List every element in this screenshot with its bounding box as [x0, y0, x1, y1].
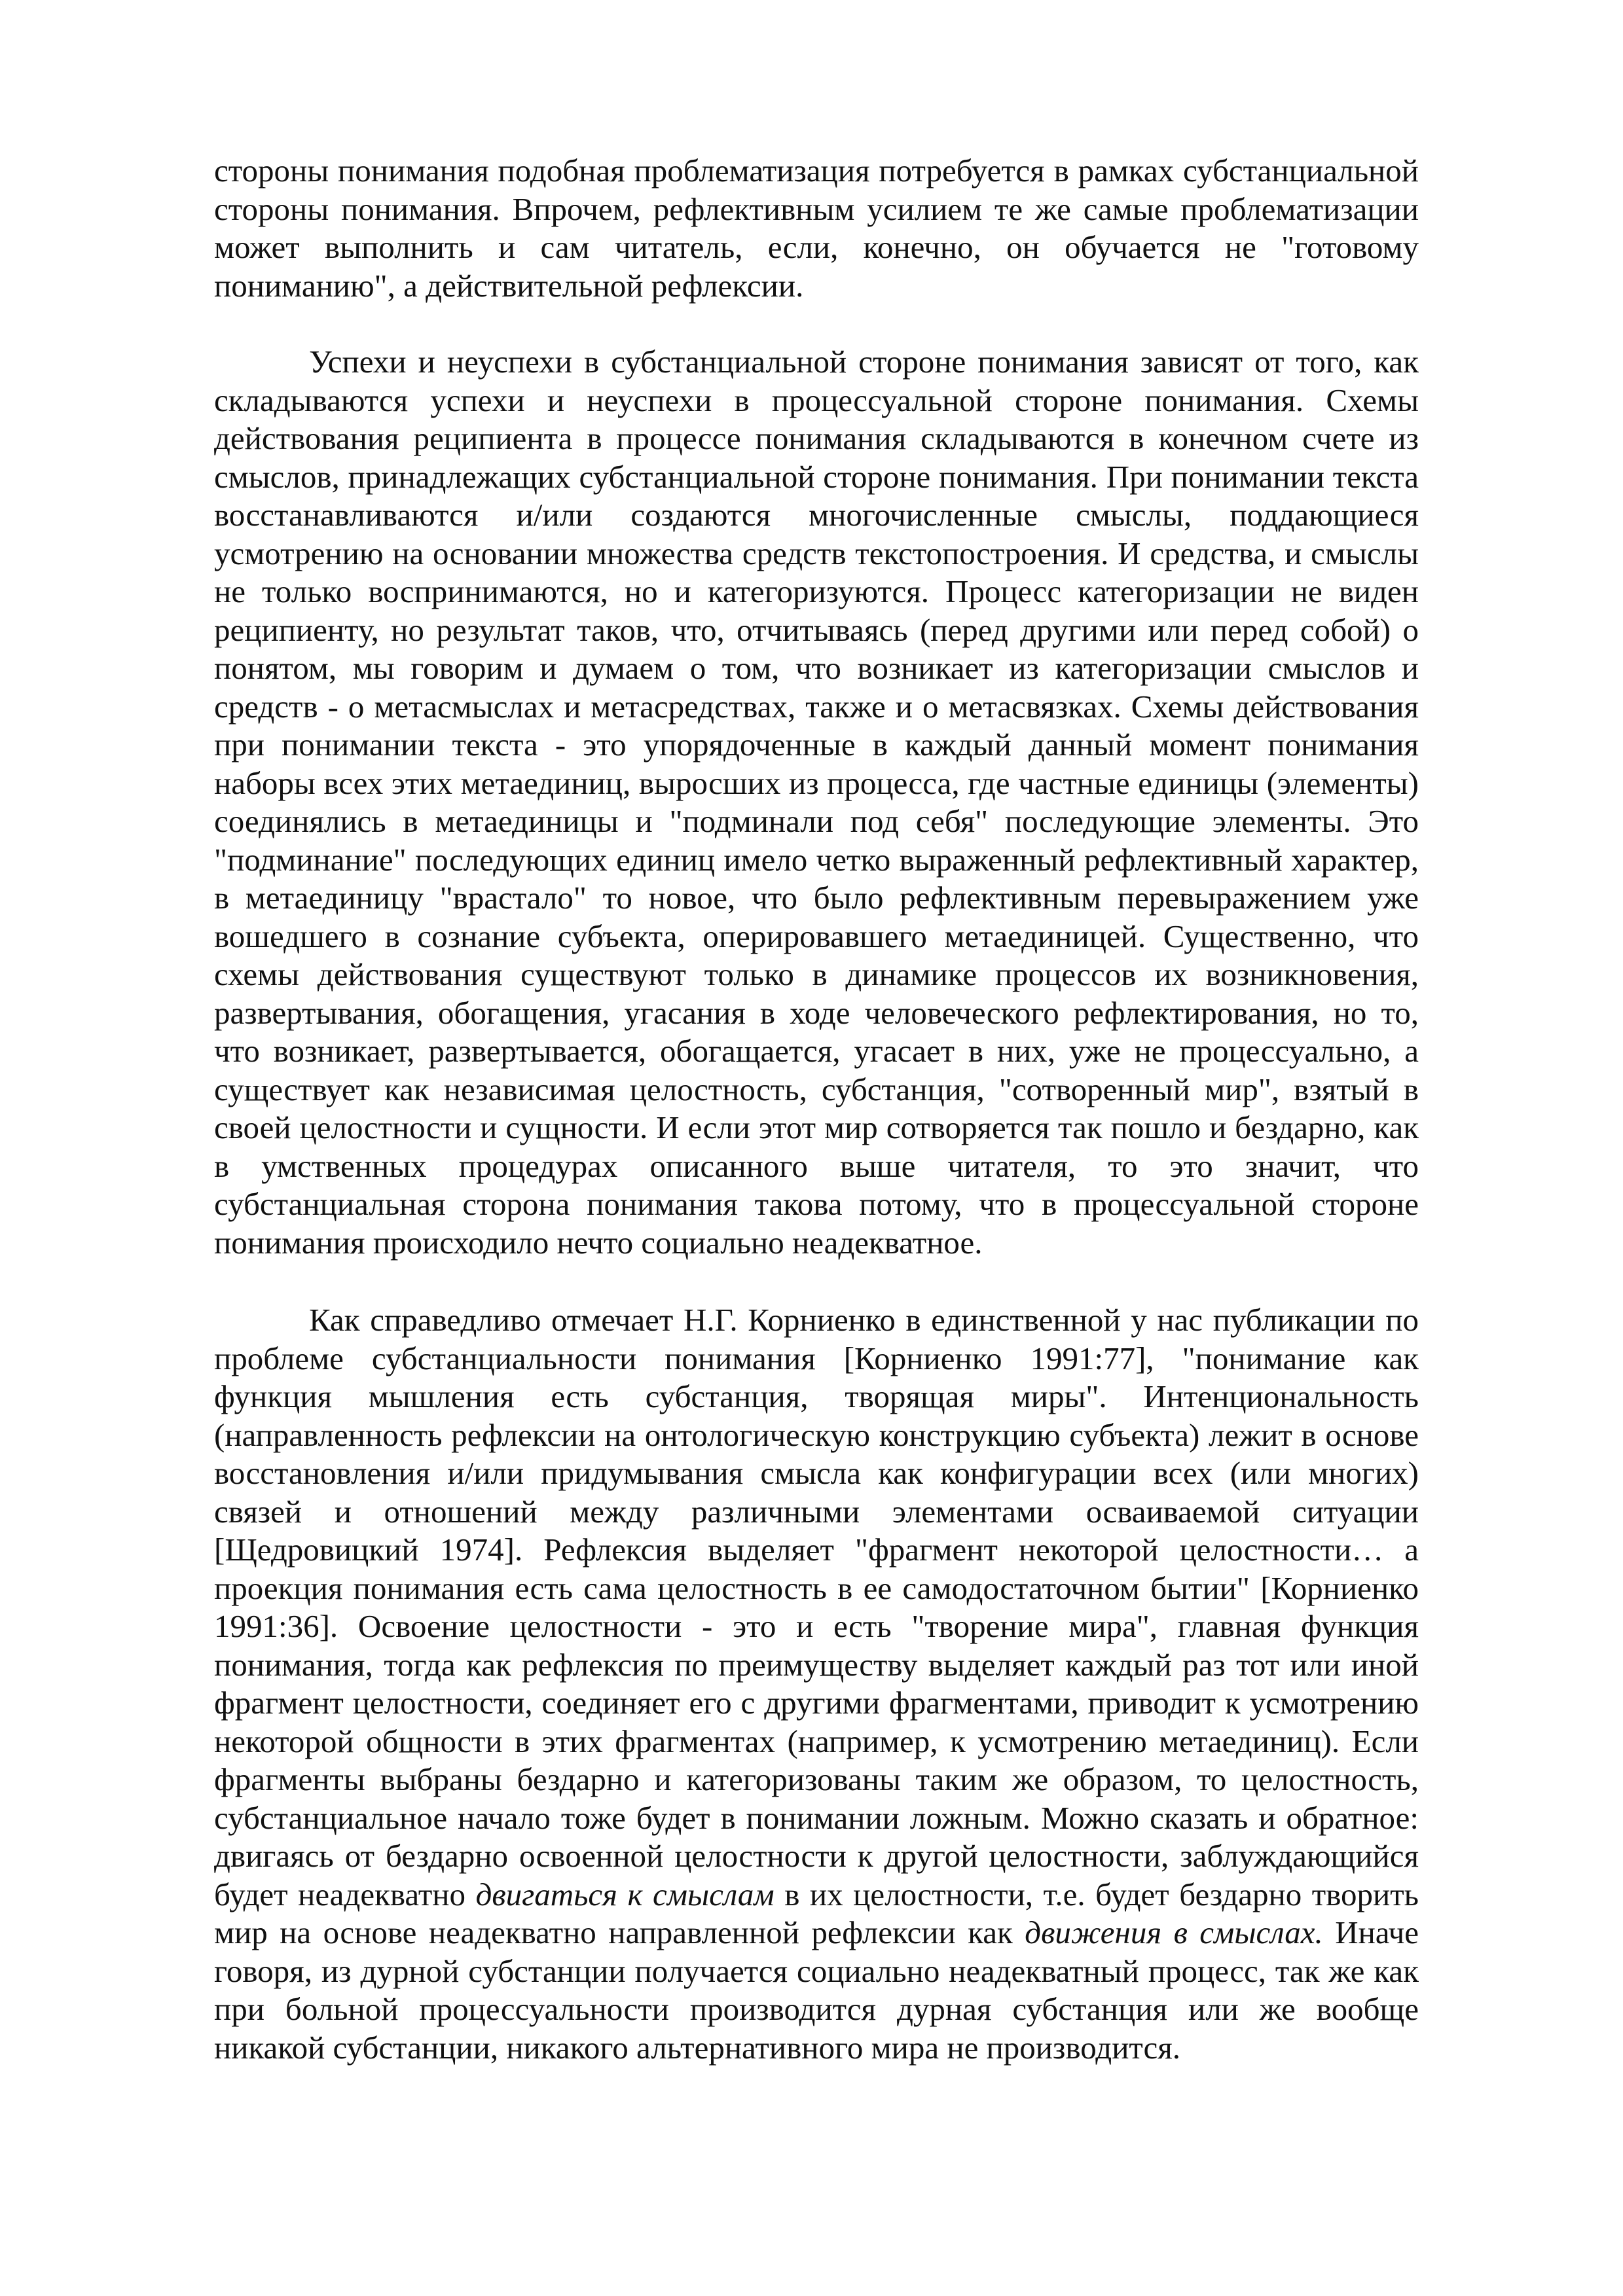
paragraph-3-text-b: в их целостности, т.е. будет бездарно творить мир на основе неадекватно направленной рефлексии как [214, 1876, 1419, 1950]
paragraph-3-text-c: Иначе говоря, из дурной субстанции получается социально неадекватный процесс, так же как при больной процессуальности производится дурная субстанция или же вообще никакой субстанции, никакого альтернативного мира не производится. [214, 1914, 1419, 2066]
paragraph-3-text-a: Как справедливо отмечает Н.Г. Корниенко в единственной у нас публикации по проблеме субстанциальности понимания [Корниенко 1991:77], "понимание как функция мышления есть субстанция, творящая миры". Интенциональность (направленность рефлексии на онтологическую конструкцию субъекта) лежит в основе восстановления и/или придумывания смысла как конфигурации всех (или многих) связей и отношений между различными элементами осваиваемой ситуации [Щедровицкий 1974]. Рефлексия выделяет "фрагмент некоторой целостности… а проекция понимания есть сама целостность в ее самодостаточном бытии" [Корниенко 1991:36]. Освоение целостности - это и есть "творение мира", главная функция понимания, тогда как рефлексия по преимуществу выделяет каждый раз тот или иной фрагмент целостности, соединяет его с другими фрагментами, приводит к усмотрению некоторой общности в этих фрагментах (например, к усмотрению метаединиц). Если фрагменты выбраны бездарно и категоризованы таким же образом, то целостность, субстанциальное начало тоже будет в понимании ложным. Можно сказать и обратное: двигаясь от бездарно освоенной целостности к другой целостности, заблуждающийся будет неадекватно [214, 1302, 1419, 1912]
italic-phrase-2: движения в смыслах. [1025, 1914, 1323, 1950]
document-page [214, 152, 1419, 2067]
paragraph-1 [214, 152, 1419, 305]
paragraph-3 [214, 1301, 1419, 2067]
paragraph-1-text: стороны понимания подобная проблематизация потребуется в рамках субстанциальной стороны понимания. Впрочем, рефлективным усилием те же самые проблематизации может выполнить и сам читатель, если, конечно, он обучается не "готовому пониманию", а действительной рефлексии. [214, 152, 1419, 304]
paragraph-2-text: Успехи и неуспехи в субстанциальной стороне понимания зависят от того, как складываются успехи и неуспехи в процессуальной стороне понимания. Схемы действования реципиента в процессе понимания складываются в конечном счете из смыслов, принадлежащих субстанциальной стороне понимания. При понимании текста восстанавливаются и/или создаются многочисленные смыслы, поддающиеся усмотрению на основании множества средств текстопостроения. И средства, и смыслы не только воспринимаются, но и категоризуются. Процесс категоризации не виден реципиенту, но результат таков, что, отчитываясь (перед другими или перед собой) о понятом, мы говорим и думаем о том, что возникает из категоризации смыслов и средств - о метасмыслах и метасредствах, также и о метасвязках. Схемы действования при понимании текста - это упорядоченные в каждый данный момент понимания наборы всех этих метаединиц, выросших из процесса, где частные единицы (элементы) соединялись в метаединицы и "подминали под себя" последующие элементы. Это "подминание" последующих единиц имело четко выраженный рефлективный характер, в метаединицу "врастало" то новое, что было рефлективным перевыражением уже вошедшего в сознание субъекта, оперировавшего метаединицей. Существенно, что схемы действования существуют только в динамике процессов их возникновения, развертывания, обогащения, угасания в ходе человеческого рефлектирования, но то, что возникает, развертывается, обогащается, угасает в них, уже не процессуально, а существует как независимая целостность, субстанция, "сотворенный мир", взятый в своей целостности и сущности. И если этот мир сотворяется так пошло и бездарно, как в умственных процедурах описанного выше читателя, то это значит, что субстанциальная сторона понимания такова потому, что в процессуальной стороне понимания происходило нечто социально неадекватное. [214, 344, 1419, 1261]
italic-phrase-1: двигаться к смыслам [475, 1876, 775, 1912]
paragraph-2 [214, 343, 1419, 1262]
